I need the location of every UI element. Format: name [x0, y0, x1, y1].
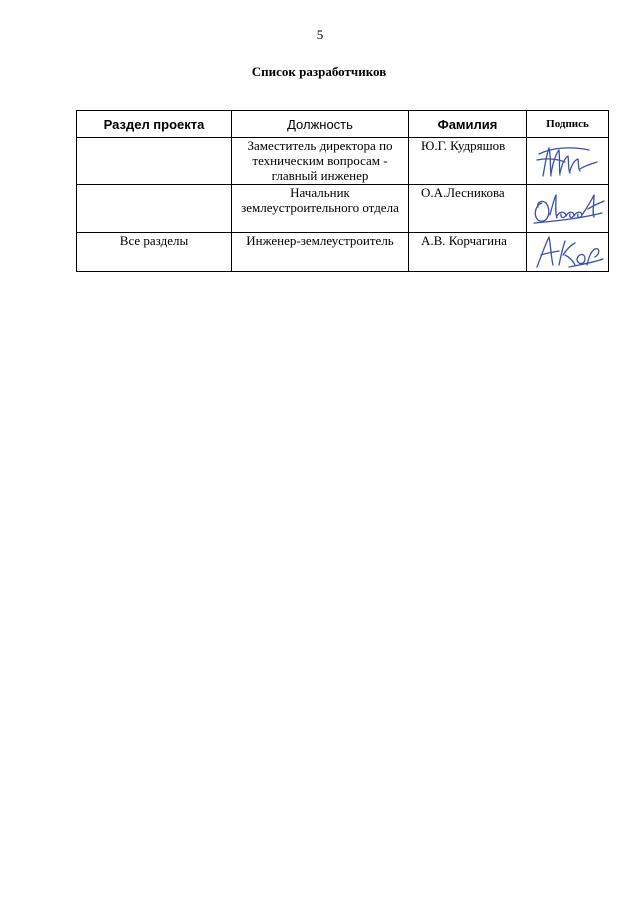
position-cell: Начальник землеустроительного отдела: [232, 185, 409, 233]
signature-kudryashov-image: [529, 138, 607, 184]
signature-cell: [527, 138, 609, 185]
header-signature: Подпись: [527, 111, 609, 138]
signature-korchagina-image: [529, 233, 607, 271]
table-row: [77, 138, 609, 185]
document-title: Список разработчиков: [251, 64, 387, 79]
page-number: 5: [316, 27, 324, 42]
table-row: [77, 185, 609, 233]
header-surname: Фамилия: [409, 111, 527, 138]
table-header-row: [77, 111, 609, 138]
surname-cell: О.А.Лесникова: [409, 185, 527, 233]
section-cell: Все разделы: [77, 233, 232, 272]
surname-cell: А.В. Корчагина: [409, 233, 527, 272]
section-cell: [77, 185, 232, 233]
surname-cell: Ю.Г. Кудряшов: [409, 138, 527, 185]
section-cell: [77, 138, 232, 185]
header-position: Должность: [232, 111, 409, 138]
header-section: Раздел проекта: [77, 111, 232, 138]
developers-table: [76, 110, 609, 272]
position-cell: Заместитель директора по техническим вопросам - главный инженер: [232, 138, 409, 185]
signature-cell: [527, 185, 609, 233]
signature-lesnikova-image: [528, 185, 608, 231]
position-cell: Инженер-землеустроитель: [232, 233, 409, 272]
signature-cell: [527, 233, 609, 272]
table-row: [77, 233, 609, 272]
